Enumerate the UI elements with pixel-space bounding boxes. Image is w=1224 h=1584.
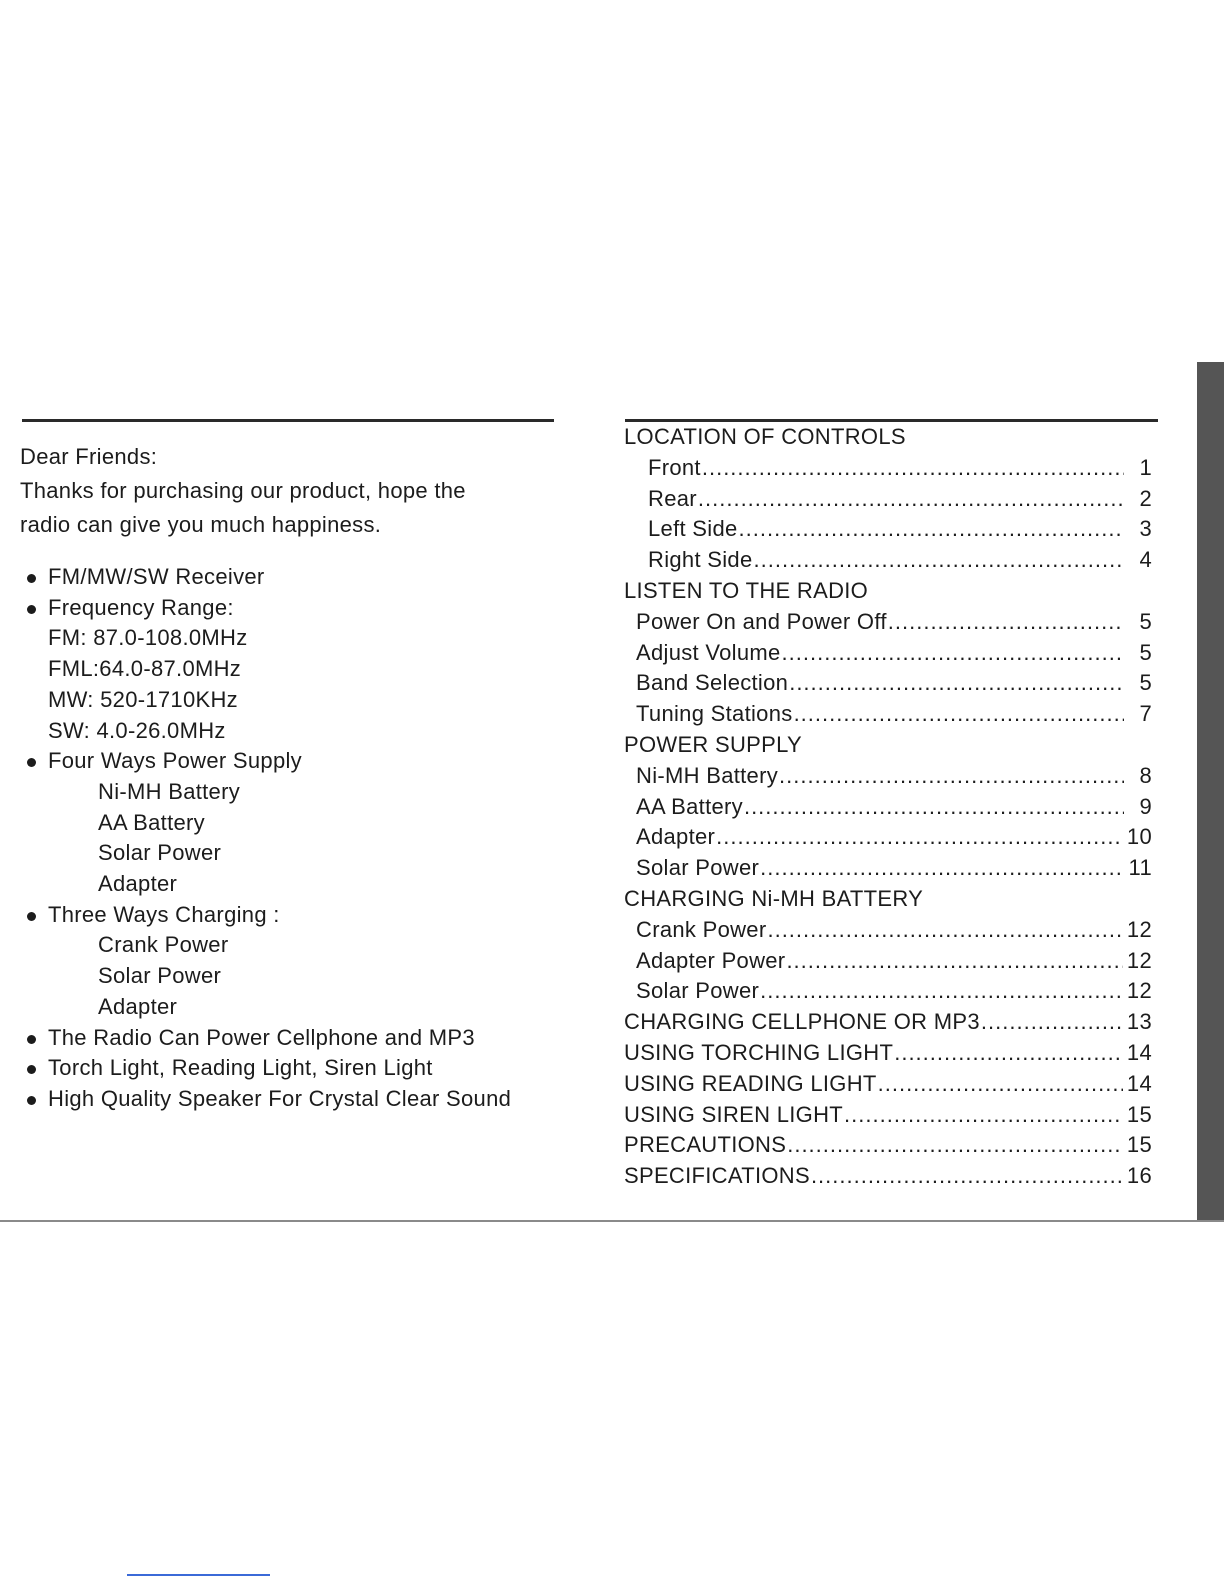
toc-entry[interactable] [624,607,1152,638]
toc-entry-label: PRECAUTIONS [624,1132,787,1158]
charging-solar: Solar Power [98,963,222,989]
dot-leader [744,792,1124,823]
freq-fm: FM: 87.0-108.0MHz [48,625,248,651]
toc-entry[interactable] [624,1038,1152,1069]
toc-entry[interactable] [624,946,1152,977]
toc-page-number: 16 [1126,1163,1152,1189]
feature-label: Frequency Range: [48,594,234,620]
dot-leader [787,1130,1123,1161]
dot-leader [767,915,1122,946]
feature-item [20,1023,560,1054]
toc-entry-label: Power On and Power Off [636,608,887,634]
toc-entry[interactable] [624,1130,1152,1161]
feature-item [20,1053,560,1084]
charging-crank: Crank Power [98,932,229,958]
toc-page-number: 7 [1139,701,1152,727]
toc-entry-label: Left Side [648,516,738,542]
toc-page-number: 1 [1139,454,1152,480]
toc-entry-label: USING READING LIGHT [624,1070,877,1096]
bullet-icon [27,1096,36,1105]
toc-entry-label: Right Side [648,547,753,573]
bullet-icon [27,1035,36,1044]
toc-entry[interactable] [624,1100,1152,1131]
toc-entry-label: Adjust Volume [636,639,781,665]
side-thumb-tab [1197,362,1224,1221]
toc-entry[interactable] [624,638,1152,669]
feature-label: Three Ways Charging : [48,901,280,927]
feature-label: Torch Light, Reading Light, Siren Light [48,1055,433,1081]
toc-entry-label: Tuning Stations [636,701,793,727]
toc-page-number: 15 [1126,1101,1152,1127]
toc-page-number: 14 [1126,1070,1152,1096]
toc-page-number: 15 [1126,1132,1152,1158]
bullet-icon [27,1065,36,1074]
toc-page-number: 2 [1139,485,1152,511]
dot-leader [789,668,1124,699]
toc-page-number: 5 [1139,639,1152,665]
dot-leader [739,514,1124,545]
feature-list [20,562,560,1115]
toc-page-number: 8 [1139,762,1152,788]
toc-page-number: 14 [1126,1039,1152,1065]
thanks-line-2: radio can give you much happiness. [20,512,382,537]
toc-page-number: 11 [1128,855,1152,881]
feature-label: High Quality Speaker For Crystal Clear Sound [48,1085,512,1111]
toc-page-number: 13 [1126,1009,1152,1035]
bullet-icon [27,574,36,583]
feature-label: Four Ways Power Supply [48,748,302,774]
toc-entry[interactable] [624,514,1152,545]
dot-leader [811,1161,1123,1192]
toc-entry-label: Solar Power [636,855,760,881]
power-aa: AA Battery [98,809,205,835]
toc-section-title: POWER SUPPLY [624,731,803,757]
power-adapter: Adapter [98,871,178,897]
dot-leader [782,638,1124,669]
toc-entry[interactable] [624,1161,1152,1192]
toc-entry-label: USING TORCHING LIGHT [624,1039,894,1065]
toc-section-title: LISTEN TO THE RADIO [624,577,869,603]
dot-leader [698,484,1124,515]
toc-page-number: 10 [1126,824,1152,850]
bullet-icon [27,758,36,767]
dot-leader [786,946,1122,977]
feature-item [20,593,560,624]
feature-item [20,1084,560,1115]
toc-entry-label: AA Battery [636,793,743,819]
feature-item [20,746,560,777]
toc-entry[interactable] [624,976,1152,1007]
toc-entry[interactable] [624,545,1152,576]
dot-leader [754,545,1124,576]
toc-entry-label: Ni-MH Battery [636,762,779,788]
bullet-icon [27,605,36,614]
toc-entry[interactable] [624,915,1152,946]
footer-link-underline[interactable] [127,1574,270,1576]
toc-page-number: 12 [1126,916,1152,942]
toc-page-number: 12 [1126,978,1152,1004]
feature-item [20,900,560,931]
power-solar: Solar Power [98,840,222,866]
toc-page-number: 9 [1139,793,1152,819]
toc-entry[interactable] [624,699,1152,730]
freq-fml: FML:64.0-87.0MHz [48,656,242,682]
dot-leader [779,761,1124,792]
dot-leader [878,1069,1123,1100]
freq-mw: MW: 520-1710KHz [48,686,238,712]
toc-section-title: CHARGING Ni-MH BATTERY [624,885,924,911]
dot-leader [981,1007,1123,1038]
toc-entry-label: Crank Power [636,916,767,942]
charging-adapter: Adapter [98,993,178,1019]
toc-entry[interactable] [624,853,1152,884]
left-top-rule [22,419,554,422]
toc-entry-label: CHARGING CELLPHONE OR MP3 [624,1009,980,1035]
toc-entry[interactable] [624,668,1152,699]
toc-page-number: 5 [1139,670,1152,696]
feature-label: FM/MW/SW Receiver [48,564,265,589]
table-of-contents [624,422,1152,1192]
dot-leader [702,453,1124,484]
toc-page-number: 4 [1139,547,1152,573]
dot-leader [888,607,1124,638]
toc-entry[interactable] [624,761,1152,792]
toc-entry-label: Adapter [636,824,716,850]
feature-label: The Radio Can Power Cellphone and MP3 [48,1024,475,1050]
dot-leader [894,1038,1123,1069]
page-bottom-divider [0,1220,1224,1222]
bullet-icon [27,912,36,921]
toc-entry[interactable] [624,453,1152,484]
toc-entry[interactable] [624,484,1152,515]
dot-leader [716,822,1123,853]
toc-entry-label: Adapter Power [636,947,786,973]
toc-entry[interactable] [624,792,1152,823]
toc-entry[interactable] [624,1069,1152,1100]
toc-entry[interactable] [624,1007,1152,1038]
dot-leader [760,853,1124,884]
dot-leader [844,1100,1123,1131]
intro-panel [20,440,560,1115]
toc-section-title: LOCATION OF CONTROLS [624,424,906,449]
power-nimh: Ni-MH Battery [98,778,241,804]
dot-leader [794,699,1124,730]
toc-page-number: 3 [1139,516,1152,542]
toc-entry-label: Solar Power [636,978,760,1004]
toc-entry-label: Rear [648,485,697,511]
toc-page-number: 5 [1139,608,1152,634]
toc-entry[interactable] [624,822,1152,853]
toc-entry-label: USING SIREN LIGHT [624,1101,844,1127]
thanks-line-1: Thanks for purchasing our product, hope the [20,478,466,503]
toc-entry-label: Front [648,454,701,480]
dot-leader [760,976,1123,1007]
toc-entry-label: SPECIFICATIONS [624,1163,810,1189]
greeting: Dear Friends: [20,444,158,469]
feature-item [20,562,560,593]
toc-entry-label: Band Selection [636,670,789,696]
toc-page-number: 12 [1126,947,1152,973]
freq-sw: SW: 4.0-26.0MHz [48,717,226,743]
